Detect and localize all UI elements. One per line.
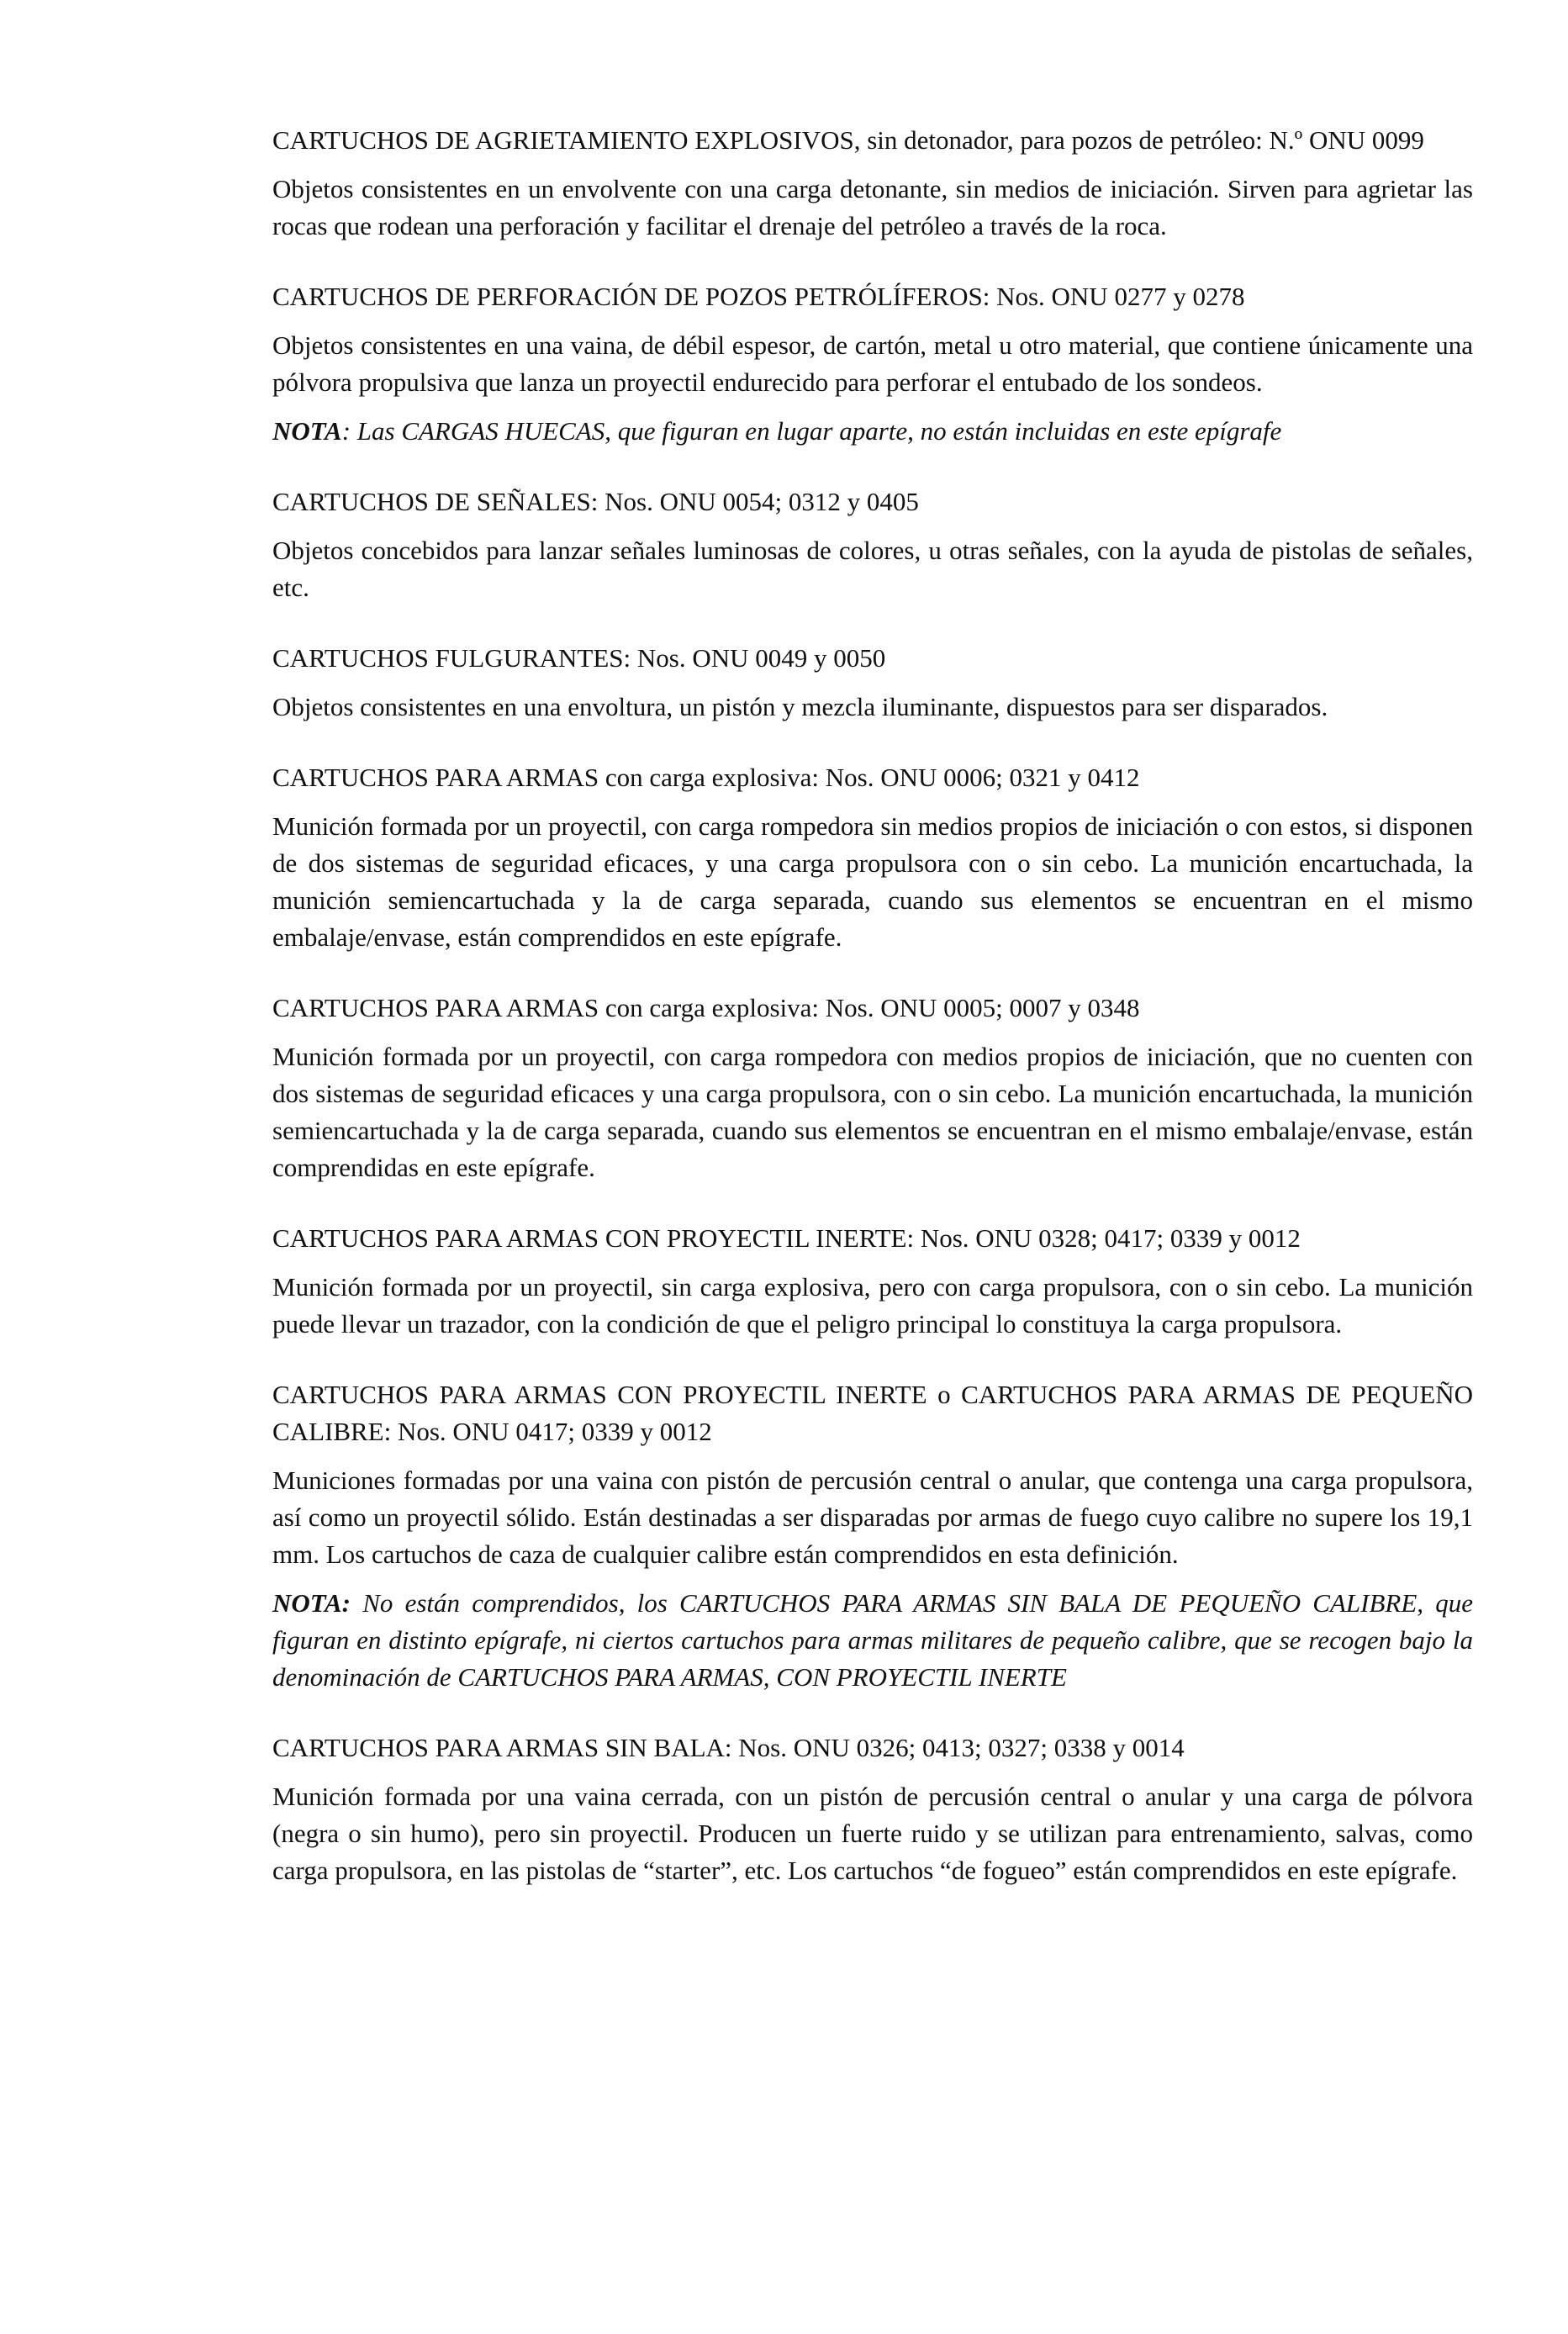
- entry-description: Objetos consistentes en una envoltura, un pistón y mezcla iluminante, dispuestos para ser disparados.: [272, 692, 1328, 721]
- note-label: NOTA:: [272, 1588, 351, 1618]
- document-page: [272, 122, 1473, 1889]
- entry-0417-0339-0012: [272, 1376, 1473, 1696]
- entry-heading: CARTUCHOS PARA ARMAS SIN BALA: Nos. ONU 0326; 0413; 0327; 0338 y 0014: [272, 1733, 1185, 1762]
- note-text: No están comprendidos, los CARTUCHOS PARA ARMAS SIN BALA DE PEQUEÑO CALIBRE, que figuran en distinto epígrafe, ni ciertos cartuchos para armas militares de pequeño calibre, que se recogen bajo la denominación de CARTUCHOS PARA ARMAS, CON PROYECTIL INERTE: [272, 1588, 1473, 1692]
- entry-0099: [272, 122, 1473, 245]
- entry-description: Municiones formadas por una vaina con pistón de percusión central o anular, que contenga una carga propulsora, así como un proyectil sólido. Están destinadas a ser disparadas por armas de fuego cuyo calibre no supere los 19,1 mm. Los cartuchos de caza de cualquier calibre están comprendidos en esta definición.: [272, 1465, 1473, 1569]
- entry-0005-0007-0348: [272, 990, 1473, 1186]
- entry-description: Munición formada por un proyectil, sin carga explosiva, pero con carga propulsora, con o sin cebo. La munición puede llevar un trazador, con la condición de que el peligro principal lo constituya la carga propulsora.: [272, 1272, 1473, 1339]
- entry-0277-0278: [272, 278, 1473, 450]
- entry-heading: CARTUCHOS FULGURANTES: Nos. ONU 0049 y 0050: [272, 643, 886, 673]
- entry-description: Munición formada por un proyectil, con carga rompedora con medios propios de iniciación, que no cuenten con dos sistemas de seguridad eficaces y una carga propulsora, con o sin cebo. La munición encartuchada, la munición semiencartuchada y la de carga separada, cuando sus elementos se encuentran en el mismo embalaje/envase, están comprendidas en este epígrafe.: [272, 1042, 1473, 1182]
- entry-0328-0417-0339-0012: [272, 1220, 1473, 1343]
- entry-0006-0321-0412: [272, 759, 1473, 956]
- entry-heading: CARTUCHOS DE PERFORACIÓN DE POZOS PETRÓLÍFEROS: Nos. ONU 0277 y 0278: [272, 282, 1245, 311]
- entry-description: Munición formada por un proyectil, con carga rompedora sin medios propios de iniciación o con estos, si disponen de dos sistemas de seguridad eficaces, y una carga propulsora con o sin cebo. La munición encartuchada, la munición semiencartuchada y la de carga separada, cuando sus elementos se encuentran en el mismo embalaje/envase, están comprendidos en este epígrafe.: [272, 811, 1473, 952]
- entry-0326-0413-0327-0338-0014: [272, 1729, 1473, 1889]
- entry-note: [272, 413, 1473, 450]
- entry-heading: CARTUCHOS PARA ARMAS CON PROYECTIL INERTE: Nos. ONU 0328; 0417; 0339 y 0012: [272, 1223, 1301, 1253]
- entry-description: Objetos consistentes en una vaina, de débil espesor, de cartón, metal u otro material, que contiene únicamente una pólvora propulsiva que lanza un proyectil endurecido para perforar el entubado de los sondeos.: [272, 330, 1473, 397]
- note-text: : Las CARGAS HUECAS, que figuran en lugar aparte, no están incluidas en este epígrafe: [341, 416, 1282, 446]
- entry-0054-0312-0405: [272, 483, 1473, 606]
- entry-description: Objetos consistentes en un envolvente con una carga detonante, sin medios de iniciación. Sirven para agrietar las rocas que rodean una perforación y facilitar el drenaje del petróleo a través de la roca.: [272, 174, 1473, 240]
- entry-heading: CARTUCHOS PARA ARMAS CON PROYECTIL INERTE o CARTUCHOS PARA ARMAS DE PEQUEÑO CALIBRE: Nos. ONU 0417; 0339 y 0012: [272, 1380, 1473, 1446]
- entry-description: Munición formada por una vaina cerrada, con un pistón de percusión central o anular y una carga de pólvora (negra o sin humo), pero sin proyectil. Producen un fuerte ruido y se utilizan para entrenamiento, salvas, como carga propulsora, en las pistolas de “starter”, etc. Los cartuchos “de fogueo” están comprendidos en este epígrafe.: [272, 1782, 1473, 1885]
- entry-note: [272, 1585, 1473, 1696]
- entry-heading: CARTUCHOS PARA ARMAS con carga explosiva: Nos. ONU 0006; 0321 y 0412: [272, 763, 1140, 792]
- entry-heading: CARTUCHOS PARA ARMAS con carga explosiva: Nos. ONU 0005; 0007 y 0348: [272, 993, 1140, 1022]
- note-label: NOTA: [272, 416, 342, 446]
- entry-0049-0050: [272, 640, 1473, 726]
- entry-heading: CARTUCHOS DE SEÑALES: Nos. ONU 0054; 0312 y 0405: [272, 487, 919, 516]
- entry-heading: CARTUCHOS DE AGRIETAMIENTO EXPLOSIVOS, sin detonador, para pozos de petróleo: N.º ONU 0099: [272, 125, 1424, 155]
- entry-description: Objetos concebidos para lanzar señales luminosas de colores, u otras señales, con la ayuda de pistolas de señales, etc.: [272, 536, 1473, 602]
